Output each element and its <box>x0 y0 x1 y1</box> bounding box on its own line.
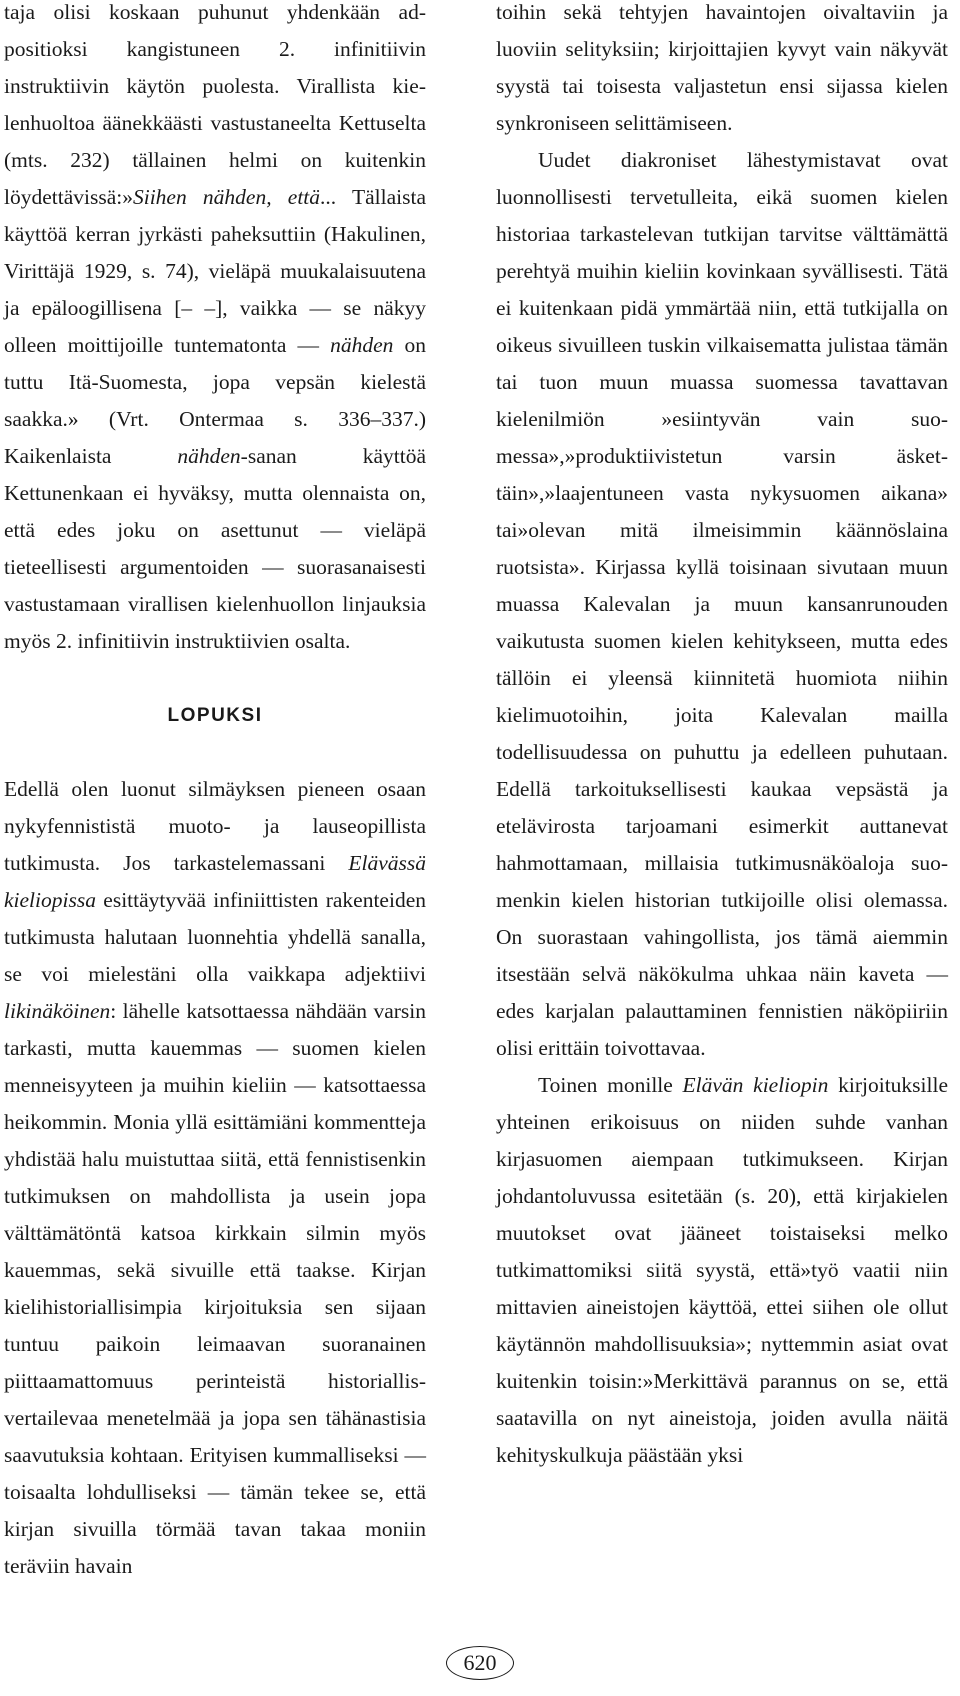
italic-term: Elävän kieliopin <box>682 1073 829 1097</box>
italic-term: nähden <box>330 333 394 357</box>
page-number: 620 <box>446 1646 514 1680</box>
body-paragraph: Uudet diakroniset lähestymistavat ovat luonnollisesti tervetulleita, eikä suomen kielen historiaa tarkastelevan tutkijan tarvitse välttämättä perehtyä muihin kieliin kovinkaan syvällisesti. Tätä ei kuitenkaan pidä ymmärtää niin, että tutkijalla on oikeus sivuilleen tuskin vilkaisematta julistaa tämän tai tuon muun muassa suomessa tavattavan kielenilmiön »esiintyvän vain suomessa»,»produktiivistetun varsin äskettäin»,»laajentuneen vasta nykysuomen aikana» tai»olevan mitä ilmeisimmin käännöslaina ruotsista». Kirjassa kyllä toisinaan sivutaan muun muassa Kalevalan ja muun kansanrunouden vaikutusta suomen kielen kehitykseen, mutta edes tällöin ei yleensä kiinnitetä huomiota niihin kielimuotoihin, joita Kalevalan mailla todellisuudessa on puhuttu ja edelleen puhutaan. Edellä tarkoituksellisesti kaukaa vepsästä ja etelävirosta tarjoamani esimerkit auttanevat hahmottamaan, millaisia tutkimusnäköaloja suomenkin kielen historian tutkijoille olisi olemassa. On suorastaan vahingollista, jos tämä aiemmin itsestään selvä näkökulma uhkaa näin kaveta — edes karjalan palauttaminen fennistien näköpiiriin olisi erittäin toivottavaa. <box>496 148 948 1060</box>
section-heading: LOPUKSI <box>167 705 263 726</box>
left-column <box>4 0 426 1585</box>
body-paragraph: Toinen monille Elävän kieliopin kirjoituksille yhteinen erikoisuus on niiden suhde vanhan kirjasuomen aiempaan tutkimukseen. Kirjan johdantoluvussa esitetään (s. 20), että kirjakielen muutokset ovat jääneet toistaiseksi melko tutkimattomiksi siitä syystä, että»työ vaatii niin mittavien aineistojen käyttöä, ettei siihen ole ollut käytännön mahdollisuuksia»; nyttemmin asiat ovat kuitenkin toisin:»Merkittävä parannus on se, että saatavilla on nyt aineistoja, joiden avulla näitä kehityskulkuja päästään yksi <box>496 1073 948 1467</box>
italic-term: Siihen nähden, että <box>132 185 321 209</box>
italic-term: nähden <box>177 444 241 468</box>
italic-term: likinäköinen <box>4 999 111 1023</box>
right-column <box>496 0 948 1474</box>
body-paragraph: Edellä olen luonut silmäyksen pieneen osaan nykyfennististä muoto- ja lauseopillista tutkimusta. Jos tarkastelemassani Elävässä kieliopissa esittäytyvää infiniittisten rakenteiden tutkimusta halutaan luonnehtia yhdellä sanalla, se voi mielestäni olla vaikkapa adjektiivi likinäköinen: lähelle katsottaessa nähdään varsin tarkasti, mutta kauemmas — suomen kielen menneisyyteen ja muihin kieliin — katsottaessa heikommin. Monia yllä esittämiäni kommentteja yhdistää halu muistuttaa siitä, että fennistisenkin tutkimuksen on mahdollista ja usein jopa välttämätöntä katsoa kirkkain silmin myös kauemmas, sekä sivuille että taakse. Kirjan kielihistoriallisimpia kirjoituksia sen sijaan tuntuu paikoin leimaavan suoranainen piittaamattomuus perinteistä historiallis-vertailevaa menetelmää ja jopa sen tähänastisia saavutuksia kohtaan. Erityisen kummalliseksi — toisaalta lohdulliseksi — tämän tekee se, että kirjan sivuilla törmää tavan takaa moniin teräviin havain <box>4 777 426 1578</box>
italic-term: Elävässä kieliopissa <box>4 851 426 912</box>
body-paragraph: taja olisi koskaan puhunut yhdenkään adpositioksi kangistuneen 2. infinitiivin instruktiivin käytön puolesta. Virallista kielenhuoltoa äänekkäästi vastustaneelta Kettuselta (mts. 232) tällainen helmi on kuitenkin löydettävissä:»Siihen nähden, että... Tällaista käyttöä kerran jyrkästi paheksuttiin (Hakulinen, Virittäjä 1929, s. 74), vieläpä muukalaisuutena ja epäloogillisena [– –], vaikka — se näkyy olleen moittijoille tuntematonta — nähden on tuttu Itä-Suomesta, jopa vepsän kielestä saakka.» (Vrt. Ontermaa s. 336–337.) Kaikenlaista nähden-sanan käyttöä Kettunenkaan ei hyväksy, mutta olennaista on, että edes joku on asettunut — vieläpä tieteellisesti argumentoiden — suorasanaisesti vastustamaan virallisen kielenhuollon linjauksia myös 2. infinitiivin instruktiivien osalta. <box>4 0 426 653</box>
body-paragraph: toihin sekä tehtyjen havaintojen oivaltaviin ja luoviin selityksiin; kirjoittajien kyvyt vain näkyvät syystä tai toisesta valjastetun ensi sijassa kielen synkroniseen selittämiseen. <box>496 0 948 135</box>
page-number-footer <box>0 1646 960 1680</box>
